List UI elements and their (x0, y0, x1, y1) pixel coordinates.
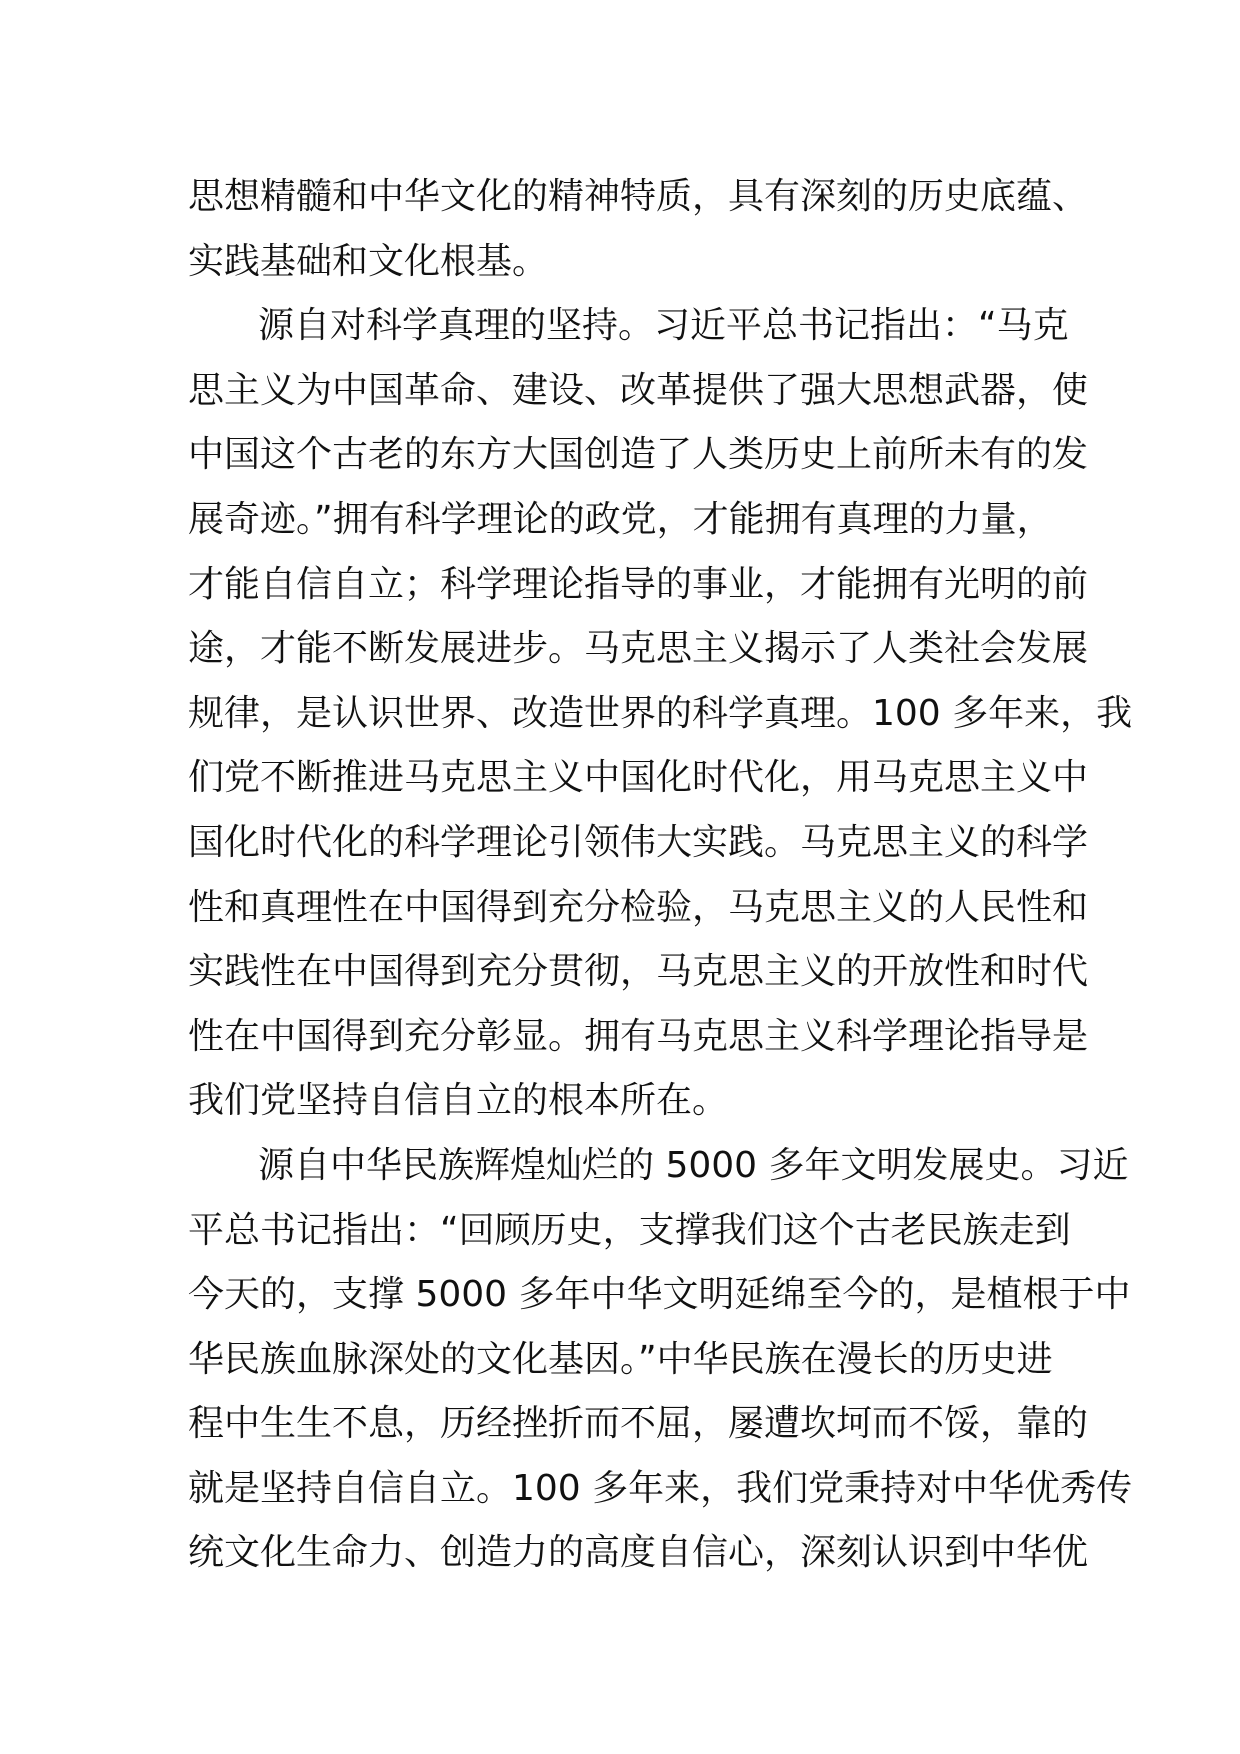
text-line: 统文化生命力、创造力的高度自信心，深刻认识到中华优 (188, 1532, 1089, 1574)
text-line: 华民族血脉深处的文化基因。”中华民族在漫长的历史进 (188, 1338, 1053, 1380)
text-line: 思主义为中国革命、建设、改革提供了强大思想武器，使 (188, 369, 1089, 411)
text-line: 性在中国得到充分彰显。拥有马克思主义科学理论指导是 (188, 1015, 1089, 1057)
text-line: 平总书记指出：“回顾历史，支撑我们这个古老民族走到 (188, 1209, 1071, 1251)
text-line: 今天的，支撑 5000 多年中华文明延绵至今的，是植根于中 (188, 1274, 1131, 1316)
text-line: 就是坚持自信自立。100 多年来，我们党秉持对中华优秀传 (188, 1467, 1133, 1509)
body-text (188, 165, 1133, 1586)
paragraph-first-line: 源自对科学真理的坚持。习近平总书记指出：“马克 (258, 305, 1069, 347)
text-line: 途，才能不断发展进步。马克思主义揭示了人类社会发展 (188, 628, 1089, 670)
text-line: 程中生生不息，历经挫折而不屈，屡遭坎坷而不馁，靠的 (188, 1403, 1089, 1445)
text-line: 实践性在中国得到充分贯彻，马克思主义的开放性和时代 (188, 951, 1089, 993)
text-line: 才能自信自立；科学理论指导的事业，才能拥有光明的前 (188, 563, 1089, 605)
paragraph-first-line: 源自中华民族辉煌灿烂的 5000 多年文明发展史。习近 (258, 1144, 1129, 1186)
text-line: 思想精髓和中华文化的精神特质，具有深刻的历史底蕴、 (188, 176, 1089, 217)
text-line: 规律，是认识世界、改造世界的科学真理。100 多年来，我 (188, 692, 1133, 734)
text-line: 性和真理性在中国得到充分检验，马克思主义的人民性和 (188, 886, 1089, 928)
text-line: 们党不断推进马克思主义中国化时代化，用马克思主义中 (188, 757, 1089, 799)
text-line: 国化时代化的科学理论引领伟大实践。马克思主义的科学 (188, 821, 1089, 863)
text-line: 中国这个古老的东方大国创造了人类历史上前所未有的发 (188, 434, 1089, 476)
text-line: 实践基础和文化根基。 (188, 240, 549, 282)
text-line: 我们党坚持自信自立的根本所在。 (188, 1080, 729, 1122)
text-line: 展奇迹。”拥有科学理论的政党，才能拥有真理的力量， (188, 498, 1053, 540)
